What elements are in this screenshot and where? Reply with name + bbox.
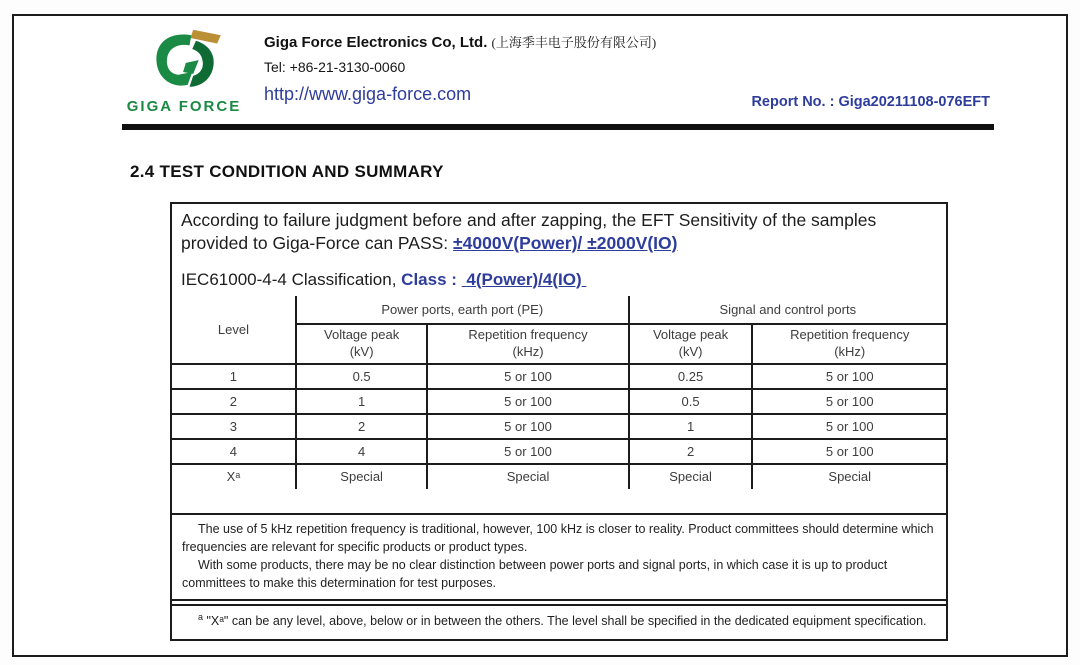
frequency-note-box xyxy=(172,513,946,602)
pass-result-value: ±4000V(Power)/ ±2000V(IO) xyxy=(453,232,678,253)
cell-signal-voltage: Special xyxy=(629,464,753,489)
report-number: Report No. : Giga20211108-076EFT xyxy=(751,94,990,110)
cell-signal-frequency: 5 or 100 xyxy=(752,414,946,439)
col-header-signal-frequency: Repetition frequency (kHz) xyxy=(752,324,946,364)
summary-intro xyxy=(172,204,946,290)
cell-power-frequency: 5 or 100 xyxy=(427,364,628,389)
footnote-paragraph xyxy=(182,611,936,630)
giga-force-logo-icon xyxy=(138,26,230,96)
eft-levels-table xyxy=(172,296,946,489)
cell-signal-frequency: 5 or 100 xyxy=(752,364,946,389)
note-paragraph-2: With some products, there may be no clear distinction between power ports and signal ports, in which case it is up to product committees to make this determination for test purposes. xyxy=(182,557,888,590)
company-website-link[interactable]: http://www.giga-force.com xyxy=(264,84,472,104)
cell-signal-frequency: 5 or 100 xyxy=(752,439,946,464)
cell-level: 2 xyxy=(172,389,296,414)
company-tel: Tel: +86-21-3130-0060 xyxy=(264,59,406,75)
cell-power-voltage: Special xyxy=(296,464,428,489)
company-logo xyxy=(109,26,259,115)
col-header-signal-voltage: Voltage peak (kV) xyxy=(629,324,753,364)
cell-power-frequency: 5 or 100 xyxy=(427,389,628,414)
table-row-level-2 xyxy=(172,389,946,414)
company-name-line xyxy=(264,32,656,51)
cell-power-voltage: 0.5 xyxy=(296,364,428,389)
cell-signal-frequency: 5 or 100 xyxy=(752,389,946,414)
cell-signal-frequency: Special xyxy=(752,464,946,489)
test-summary-box xyxy=(170,202,948,641)
classification-underline-trail xyxy=(582,270,587,289)
cell-signal-voltage: 2 xyxy=(629,439,753,464)
col-header-power-frequency: Repetition frequency (kHz) xyxy=(427,324,628,364)
section-heading: 2.4 TEST CONDITION AND SUMMARY xyxy=(130,162,444,181)
cell-signal-voltage: 1 xyxy=(629,414,753,439)
cell-level: 3 xyxy=(172,414,296,439)
company-name: Giga Force Electronics Co, Ltd. xyxy=(264,34,488,51)
spacer xyxy=(181,255,937,270)
summary-paragraph xyxy=(181,209,937,255)
cell-power-voltage: 1 xyxy=(296,389,428,414)
cell-level: 4 xyxy=(172,439,296,464)
cell-power-voltage: 2 xyxy=(296,414,428,439)
table-row-level-x xyxy=(172,464,946,489)
logo-wordmark: GIGA FORCE xyxy=(126,98,242,115)
cell-signal-voltage: 0.5 xyxy=(629,389,753,414)
note-paragraph-1: The use of 5 kHz repetition frequency is traditional, however, 100 kHz is closer to reality. Product committees should determine which frequencies are relevant for specific products or product types. xyxy=(182,521,934,554)
summary-text: According to failure judgment before and after zapping, the EFT Sensitivity of the samples provided to Giga-Force can PASS: xyxy=(181,210,877,253)
header-divider-rule xyxy=(122,124,994,130)
cell-level: 1 xyxy=(172,364,296,389)
cell-level: Xᵃ xyxy=(172,464,296,489)
footnote-text: "Xᵃ" can be any level, above, below or in between the others. The level shall be specified in the dedicated equipment specification. xyxy=(206,614,927,629)
classification-value: 4(Power)/4(IO) xyxy=(466,269,582,289)
col-group-power-ports: Power ports, earth port (PE) xyxy=(296,296,629,324)
cell-power-voltage: 4 xyxy=(296,439,428,464)
x-level-footnote-box xyxy=(172,604,946,639)
company-info xyxy=(264,32,656,105)
cell-signal-voltage: 0.25 xyxy=(629,364,753,389)
cell-power-frequency: Special xyxy=(427,464,628,489)
col-header-power-voltage: Voltage peak (kV) xyxy=(296,324,428,364)
table-row-level-1 xyxy=(172,364,946,389)
footnote-marker: a xyxy=(198,612,204,622)
classification-text: IEC61000-4-4 Classification, xyxy=(181,269,402,289)
table-group-header-row xyxy=(172,296,946,324)
classification-label: Class : xyxy=(401,269,462,289)
classification-line xyxy=(181,270,937,290)
report-page xyxy=(12,14,1068,657)
col-header-level: Level xyxy=(172,296,296,364)
cell-power-frequency: 5 or 100 xyxy=(427,414,628,439)
company-name-chinese: (上海季丰电子股份有限公司) xyxy=(491,35,657,50)
table-row-level-3 xyxy=(172,414,946,439)
table-empty-row xyxy=(172,489,946,513)
col-group-signal-ports: Signal and control ports xyxy=(629,296,946,324)
cell-power-frequency: 5 or 100 xyxy=(427,439,628,464)
table-row-level-4 xyxy=(172,439,946,464)
